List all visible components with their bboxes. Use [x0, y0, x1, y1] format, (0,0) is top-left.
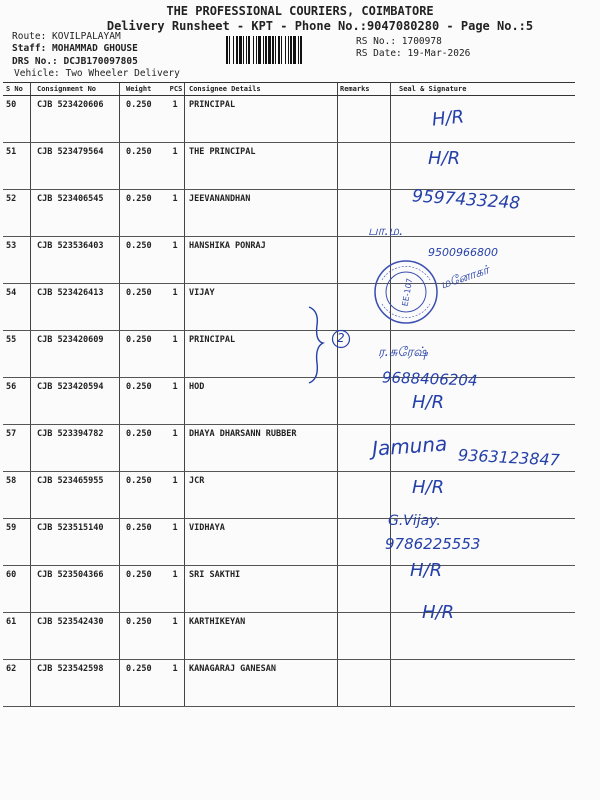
barcode-bar [233, 36, 234, 64]
col-remarks: Remarks [338, 83, 391, 96]
col-sno: S No [3, 83, 31, 96]
weight-cell: 0.250 [120, 143, 167, 190]
table-row [3, 331, 575, 378]
sno-cell: 55 [3, 331, 31, 378]
consignment-cell: CJB 523515140 [31, 519, 120, 566]
consignee-cell: DHAYA DHARSANN RUBBER [185, 425, 338, 472]
remark-number: 2 [337, 331, 345, 345]
sno-cell: 57 [3, 425, 31, 472]
consignee-cell: HANSHIKA PONRAJ [185, 237, 338, 284]
consignment-cell: CJB 523406545 [31, 190, 120, 237]
consignee-cell: SRI SAKTHI [185, 566, 338, 613]
seal-cell [391, 96, 576, 143]
consignee-cell: PRINCIPAL [185, 331, 338, 378]
pcs-cell: 1 [166, 284, 185, 331]
courier-seal-stamp [372, 258, 440, 326]
signature-56: ர.சுரேஷ் [378, 345, 428, 360]
consignee-cell: VIJAY [185, 284, 338, 331]
weight-cell: 0.250 [120, 613, 167, 660]
sno-cell: 62 [3, 660, 31, 707]
consignment-cell: CJB 523542598 [31, 660, 120, 707]
seal-cell [391, 660, 576, 707]
pcs-cell: 1 [166, 237, 185, 284]
sno-cell: 58 [3, 472, 31, 519]
sno-cell: 51 [3, 143, 31, 190]
route-label: Route: KOVILPALAYAM [12, 31, 121, 42]
table-row [3, 566, 575, 613]
sno-cell: 52 [3, 190, 31, 237]
drs-label: DRS No.: DCJB170097805 [12, 56, 138, 67]
weight-cell: 0.250 [120, 519, 167, 566]
barcode-bar [263, 36, 264, 64]
weight-cell: 0.250 [120, 96, 167, 143]
sno-cell: 59 [3, 519, 31, 566]
signature-57: H/R [412, 392, 445, 413]
sno-cell: 61 [3, 613, 31, 660]
pcs-cell: 1 [166, 472, 185, 519]
consignment-cell: CJB 523426413 [31, 284, 120, 331]
col-consignment: Consignment No [31, 83, 120, 96]
barcode-bar [248, 36, 250, 64]
consignee-cell: HOD [185, 378, 338, 425]
barcode-bar [281, 36, 282, 64]
consignment-cell: CJB 523542430 [31, 613, 120, 660]
barcode-bar [278, 36, 280, 64]
table-row [3, 96, 575, 143]
pcs-cell: 1 [166, 425, 185, 472]
table-row [3, 378, 575, 425]
barcode-bar [243, 36, 244, 64]
seal-cell [391, 143, 576, 190]
weight-cell: 0.250 [120, 237, 167, 284]
signature-61: H/R [410, 560, 443, 581]
pcs-cell: 1 [166, 331, 185, 378]
svg-text:EE-107: EE-107 [400, 277, 415, 307]
table-row [3, 660, 575, 707]
weight-cell: 0.250 [120, 190, 167, 237]
remarks-cell [338, 519, 391, 566]
consignee-cell: VIDHAYA [185, 519, 338, 566]
weight-cell: 0.250 [120, 284, 167, 331]
barcode-bar [265, 36, 267, 64]
barcode-bar [272, 36, 274, 64]
pcs-cell: 1 [166, 190, 185, 237]
phone-58: 9363123847 [457, 445, 561, 470]
pcs-cell: 1 [166, 519, 185, 566]
consignee-cell: KANAGARAJ GANESAN [185, 660, 338, 707]
consignee-cell: KARTHIKEYAN [185, 613, 338, 660]
company-title: THE PROFESSIONAL COURIERS, COIMBATORE [166, 4, 434, 18]
barcode-bar [258, 36, 261, 64]
barcode-bar [239, 36, 242, 64]
consignment-cell: CJB 523394782 [31, 425, 120, 472]
signature-54: மனோகர் [438, 262, 491, 292]
runsheet-subtitle: Delivery Runsheet - KPT - Phone No.:9047080280 - Page No.:5 [106, 19, 534, 33]
barcode-bar [226, 36, 228, 64]
remarks-cell [338, 96, 391, 143]
pcs-cell: 1 [166, 378, 185, 425]
barcode-image [226, 36, 352, 64]
consignment-cell: CJB 523465955 [31, 472, 120, 519]
runsheet-table [3, 82, 575, 707]
consignment-cell: CJB 523536403 [31, 237, 120, 284]
remarks-cell [338, 660, 391, 707]
signature-58: Jamuna [371, 431, 448, 461]
remarks-cell [338, 472, 391, 519]
consignee-cell: JEEVANANDHAN [185, 190, 338, 237]
consignment-cell: CJB 523479564 [31, 143, 120, 190]
sno-cell: 56 [3, 378, 31, 425]
barcode-bar [275, 36, 276, 64]
pcs-cell: 1 [166, 613, 185, 660]
pcs-cell: 1 [166, 566, 185, 613]
table-row [3, 284, 575, 331]
table-row [3, 613, 575, 660]
col-seal: Seal & Signature [391, 83, 576, 96]
col-details: Consignee Details [185, 83, 338, 96]
signature-60: G.Vijay. [388, 513, 441, 529]
signature-50: H/R [430, 106, 466, 131]
signature-51: H/R [428, 148, 461, 169]
weight-cell: 0.250 [120, 331, 167, 378]
consignee-cell: PRINCIPAL [185, 96, 338, 143]
col-pcs: PCS [166, 83, 185, 96]
barcode-bar [229, 36, 230, 64]
weight-cell: 0.250 [120, 425, 167, 472]
consignment-cell: CJB 523504366 [31, 566, 120, 613]
bracket-mark [305, 305, 325, 385]
remarks-cell [338, 566, 391, 613]
table-header-row [3, 83, 575, 96]
phone-60: 9786225553 [385, 535, 481, 553]
signature-62: H/R [422, 602, 455, 623]
staff-label: Staff: MOHAMMAD GHOUSE [12, 43, 138, 54]
remarks-cell [338, 143, 391, 190]
signature-59: H/R [412, 477, 445, 498]
barcode-bar [268, 36, 271, 64]
phone-52: 9597433248 [411, 186, 521, 214]
barcode-bar [288, 36, 289, 64]
barcode-bar [290, 36, 292, 64]
weight-cell: 0.250 [120, 566, 167, 613]
sno-cell: 54 [3, 284, 31, 331]
table-row [3, 143, 575, 190]
consignment-cell: CJB 523420606 [31, 96, 120, 143]
consignee-cell: JCR [185, 472, 338, 519]
consignee-cell: THE PRINCIPAL [185, 143, 338, 190]
consignment-cell: CJB 523420594 [31, 378, 120, 425]
weight-cell: 0.250 [120, 378, 167, 425]
pcs-cell: 1 [166, 143, 185, 190]
phone-53: 9500966800 [428, 246, 498, 259]
col-weight: Weight [120, 83, 167, 96]
rs-date: RS Date: 19-Mar-2026 [356, 48, 471, 59]
signature-53: பா.ம. [368, 224, 404, 239]
barcode-bar [285, 36, 286, 64]
barcode-bar [300, 36, 302, 64]
vehicle-label: Vehicle: Two Wheeler Delivery [14, 68, 180, 79]
rs-number: RS No.: 1700978 [356, 36, 442, 47]
pcs-cell: 1 [166, 660, 185, 707]
barcode-bar [236, 36, 238, 64]
consignment-cell: CJB 523420609 [31, 331, 120, 378]
barcode-bar [246, 36, 247, 64]
weight-cell: 0.250 [120, 472, 167, 519]
sno-cell: 60 [3, 566, 31, 613]
pcs-cell: 1 [166, 96, 185, 143]
sno-cell: 53 [3, 237, 31, 284]
barcode-bar [293, 36, 296, 64]
seal-cell [391, 613, 576, 660]
weight-cell: 0.250 [120, 660, 167, 707]
barcode-bar [298, 36, 299, 64]
remarks-cell [338, 613, 391, 660]
barcode-bar [253, 36, 254, 64]
table-row [3, 472, 575, 519]
barcode-bar [256, 36, 257, 64]
phone-56: 9688406204 [381, 368, 478, 390]
table-row [3, 519, 575, 566]
sno-cell: 50 [3, 96, 31, 143]
